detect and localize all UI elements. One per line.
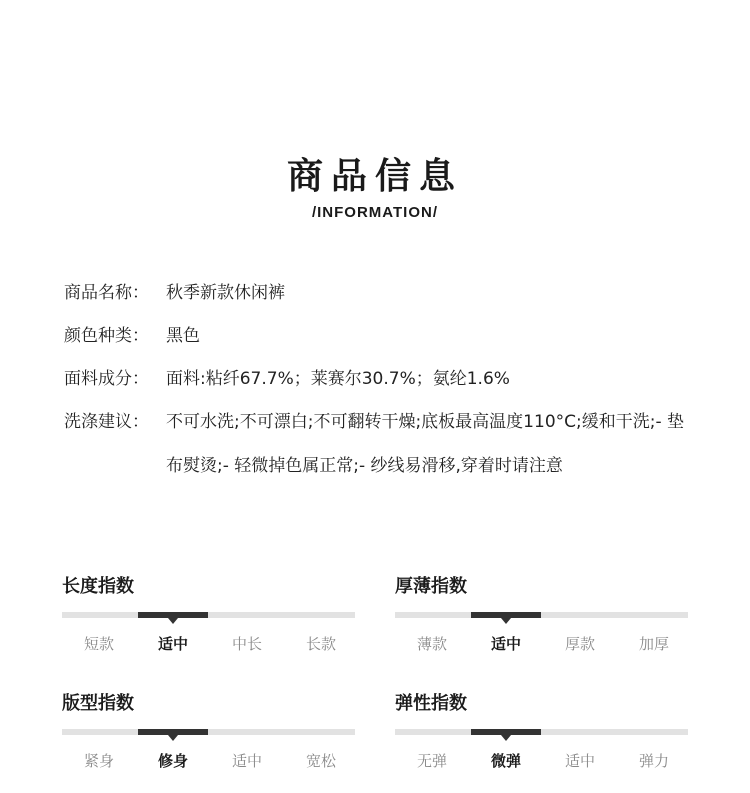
metric-title: 厚薄指数 bbox=[395, 576, 467, 597]
metric-option: 厚款 bbox=[564, 635, 595, 653]
metric-bar bbox=[62, 612, 355, 618]
info-label: 洗涤建议： bbox=[64, 412, 149, 432]
metric-bar bbox=[395, 729, 688, 735]
metric-option: 薄款 bbox=[416, 635, 447, 653]
info-label: 颜色种类： bbox=[64, 326, 149, 346]
metric-option: 适中 bbox=[564, 752, 595, 770]
metric-option: 修身 bbox=[157, 752, 188, 770]
metric-option: 适中 bbox=[157, 635, 188, 653]
info-value: 面料:粘纤67.7%；莱赛尔30.7%；氨纶1.6% bbox=[166, 369, 510, 389]
info-label: 商品名称： bbox=[64, 283, 149, 303]
metric-indicator bbox=[138, 729, 208, 735]
metric-option: 紧身 bbox=[83, 752, 114, 770]
metric-option: 无弹 bbox=[416, 752, 447, 770]
metric-option: 微弹 bbox=[490, 752, 521, 770]
metric-options bbox=[62, 750, 355, 772]
info-label: 面料成分： bbox=[64, 369, 149, 389]
page-subtitle: /INFORMATION/ bbox=[311, 204, 439, 221]
metric-option: 适中 bbox=[231, 752, 262, 770]
metric-option: 中长 bbox=[231, 635, 262, 653]
metric-title: 弹性指数 bbox=[395, 693, 467, 714]
metric-indicator bbox=[471, 612, 541, 618]
metric-options bbox=[395, 750, 688, 772]
info-value: 秋季新款休闲裤 bbox=[166, 283, 285, 303]
metric-title: 版型指数 bbox=[62, 693, 134, 714]
metric-bar bbox=[62, 729, 355, 735]
metric-option: 长款 bbox=[305, 635, 336, 653]
info-value: 黑色 bbox=[166, 326, 200, 346]
metric-options bbox=[62, 633, 355, 655]
metric-option: 短款 bbox=[83, 635, 114, 653]
metric-indicator bbox=[471, 729, 541, 735]
metric-option: 适中 bbox=[490, 635, 521, 653]
metric-bar bbox=[395, 612, 688, 618]
page-title: 商品信息 bbox=[286, 156, 463, 197]
metric-option: 加厚 bbox=[638, 635, 669, 653]
metric-options bbox=[395, 633, 688, 655]
metric-option: 宽松 bbox=[305, 752, 336, 770]
metric-indicator bbox=[138, 612, 208, 618]
metric-title: 长度指数 bbox=[62, 576, 134, 597]
metric-option: 弹力 bbox=[638, 752, 669, 770]
info-value: 不可水洗;不可漂白;不可翻转干燥;底板最高温度110°C;缓和干洗;- 垫布熨烫;- 轻微掉色属正常;- 纱线易滑移,穿着时请注意 bbox=[166, 412, 684, 476]
